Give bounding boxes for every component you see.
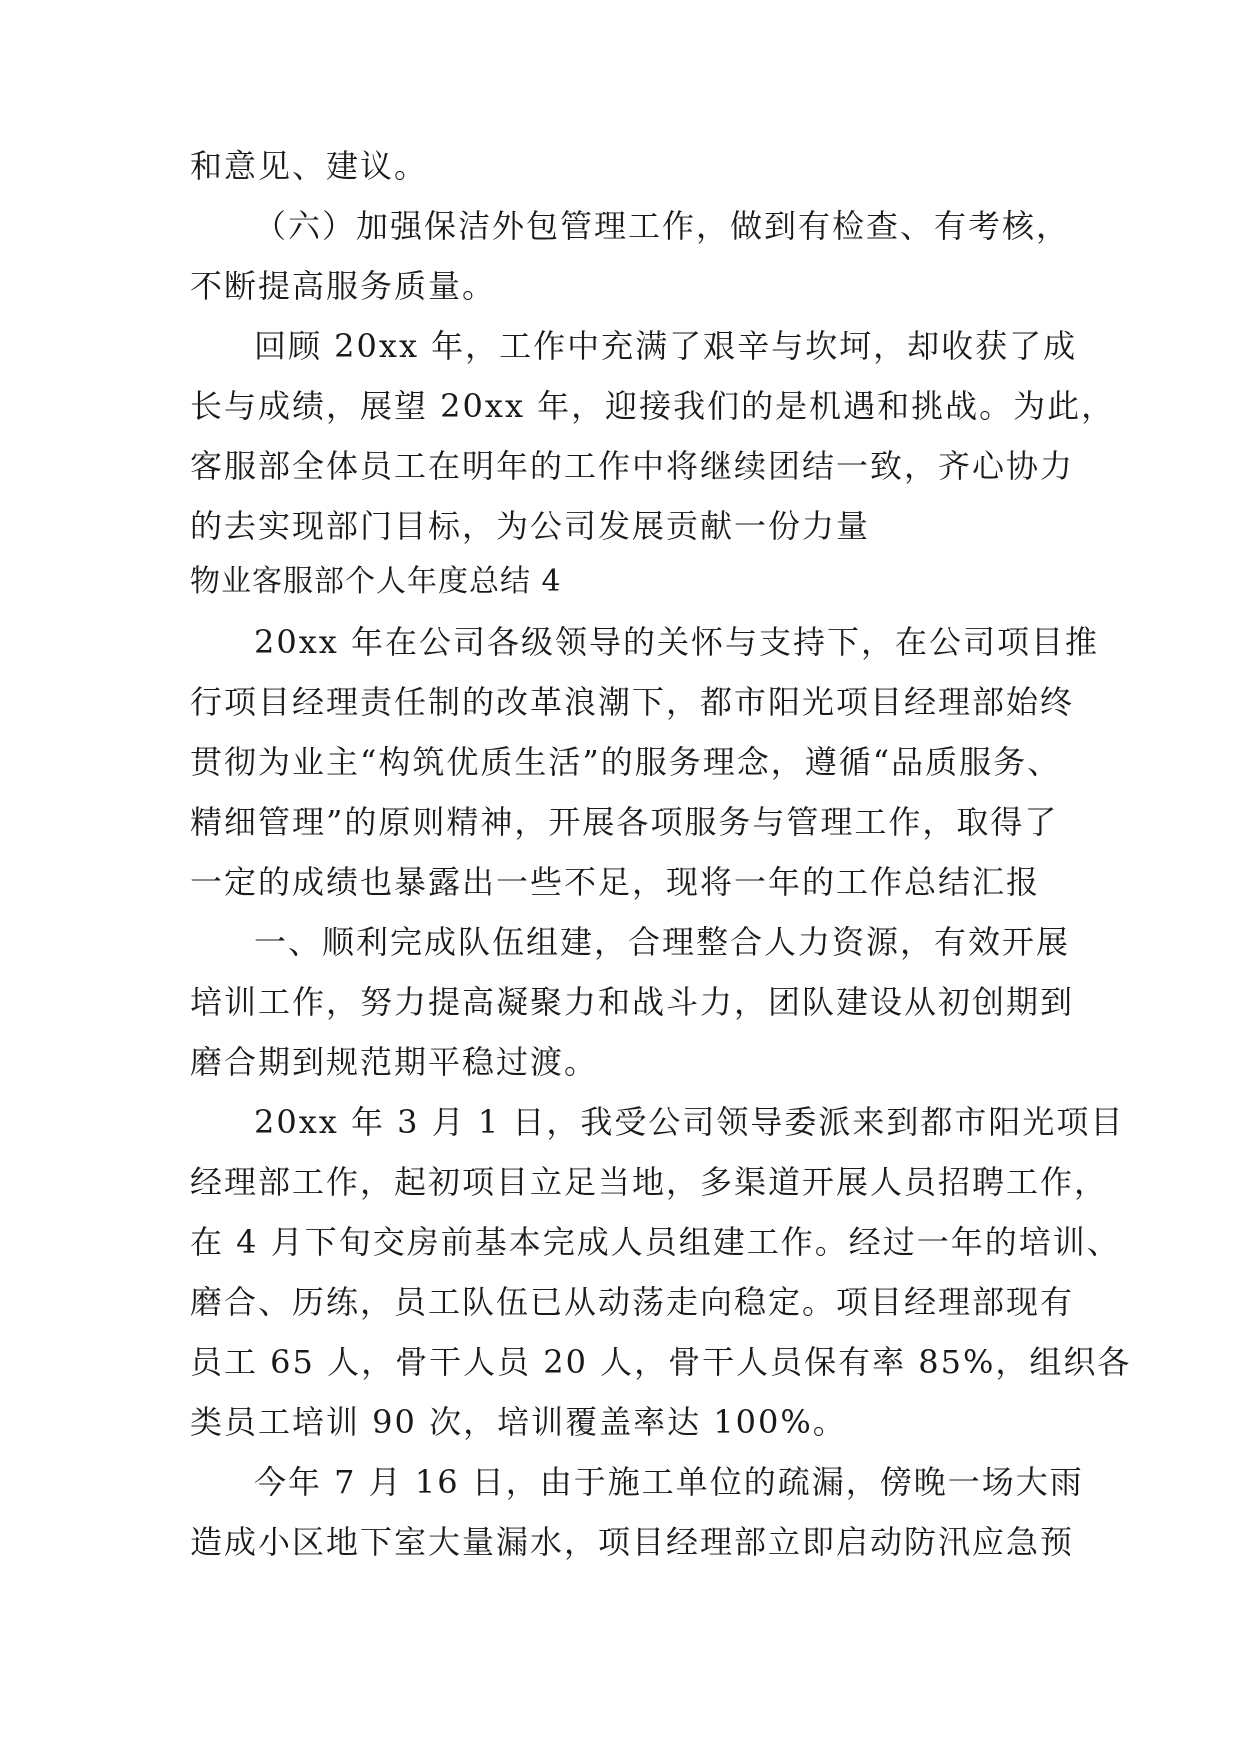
text-line: 20xx 年 3 月 1 日，我受公司领导委派来到都市阳光项目	[254, 1103, 1125, 1141]
text-line: 在 4 月下旬交房前基本完成人员组建工作。经过一年的培训、	[190, 1223, 1121, 1261]
text-line: 磨合、历练，员工队伍已从动荡走向稳定。项目经理部现有	[190, 1283, 1075, 1321]
text-line: 经理部工作，起初项目立足当地，多渠道开展人员招聘工作，	[190, 1163, 1109, 1201]
text-line: 回顾 20xx 年，工作中充满了艰辛与坎坷，却收获了成	[254, 327, 1078, 365]
text-line: 和意见、建议。	[190, 147, 429, 185]
text-line: 一定的成绩也暴露出一些不足，现将一年的工作总结汇报	[190, 863, 1041, 901]
text-line: 培训工作，努力提高凝聚力和战斗力，团队建设从初创期到	[190, 983, 1075, 1021]
text-line: 长与成绩，展望 20xx 年，迎接我们的是机遇和挑战。为此，	[190, 387, 1116, 425]
text-line: 贯彻为业主“构筑优质生活”的服务理念，遵循“品质服务、	[190, 743, 1062, 781]
section-heading: 物业客服部个人年度总结 4	[190, 564, 562, 599]
text-line: 不断提高服务质量。	[190, 267, 497, 305]
text-line: 的去实现部门目标，为公司发展贡献一份力量	[190, 507, 871, 545]
text-line: 20xx 年在公司各级领导的关怀与支持下，在公司项目推	[254, 623, 1099, 661]
text-line: 类员工培训 90 次，培训覆盖率达 100%。	[190, 1403, 847, 1441]
text-line: 造成小区地下室大量漏水，项目经理部立即启动防汛应急预	[190, 1523, 1075, 1561]
text-line: 磨合期到规范期平稳过渡。	[190, 1043, 599, 1081]
text-line: 精细管理”的原则精神，开展各项服务与管理工作，取得了	[190, 803, 1059, 841]
text-line: 员工 65 人，骨干人员 20 人，骨干人员保有率 85%，组织各	[190, 1343, 1132, 1381]
text-line: 行项目经理责任制的改革浪潮下，都市阳光项目经理部始终	[190, 683, 1075, 721]
text-line: （六）加强保洁外包管理工作，做到有检查、有考核，	[254, 207, 1071, 245]
text-line: 今年 7 月 16 日，由于施工单位的疏漏，傍晚一场大雨	[254, 1463, 1084, 1501]
text-line: 一、顺利完成队伍组建，合理整合人力资源，有效开展	[254, 923, 1071, 961]
text-line: 客服部全体员工在明年的工作中将继续团结一致，齐心协力	[190, 447, 1075, 485]
